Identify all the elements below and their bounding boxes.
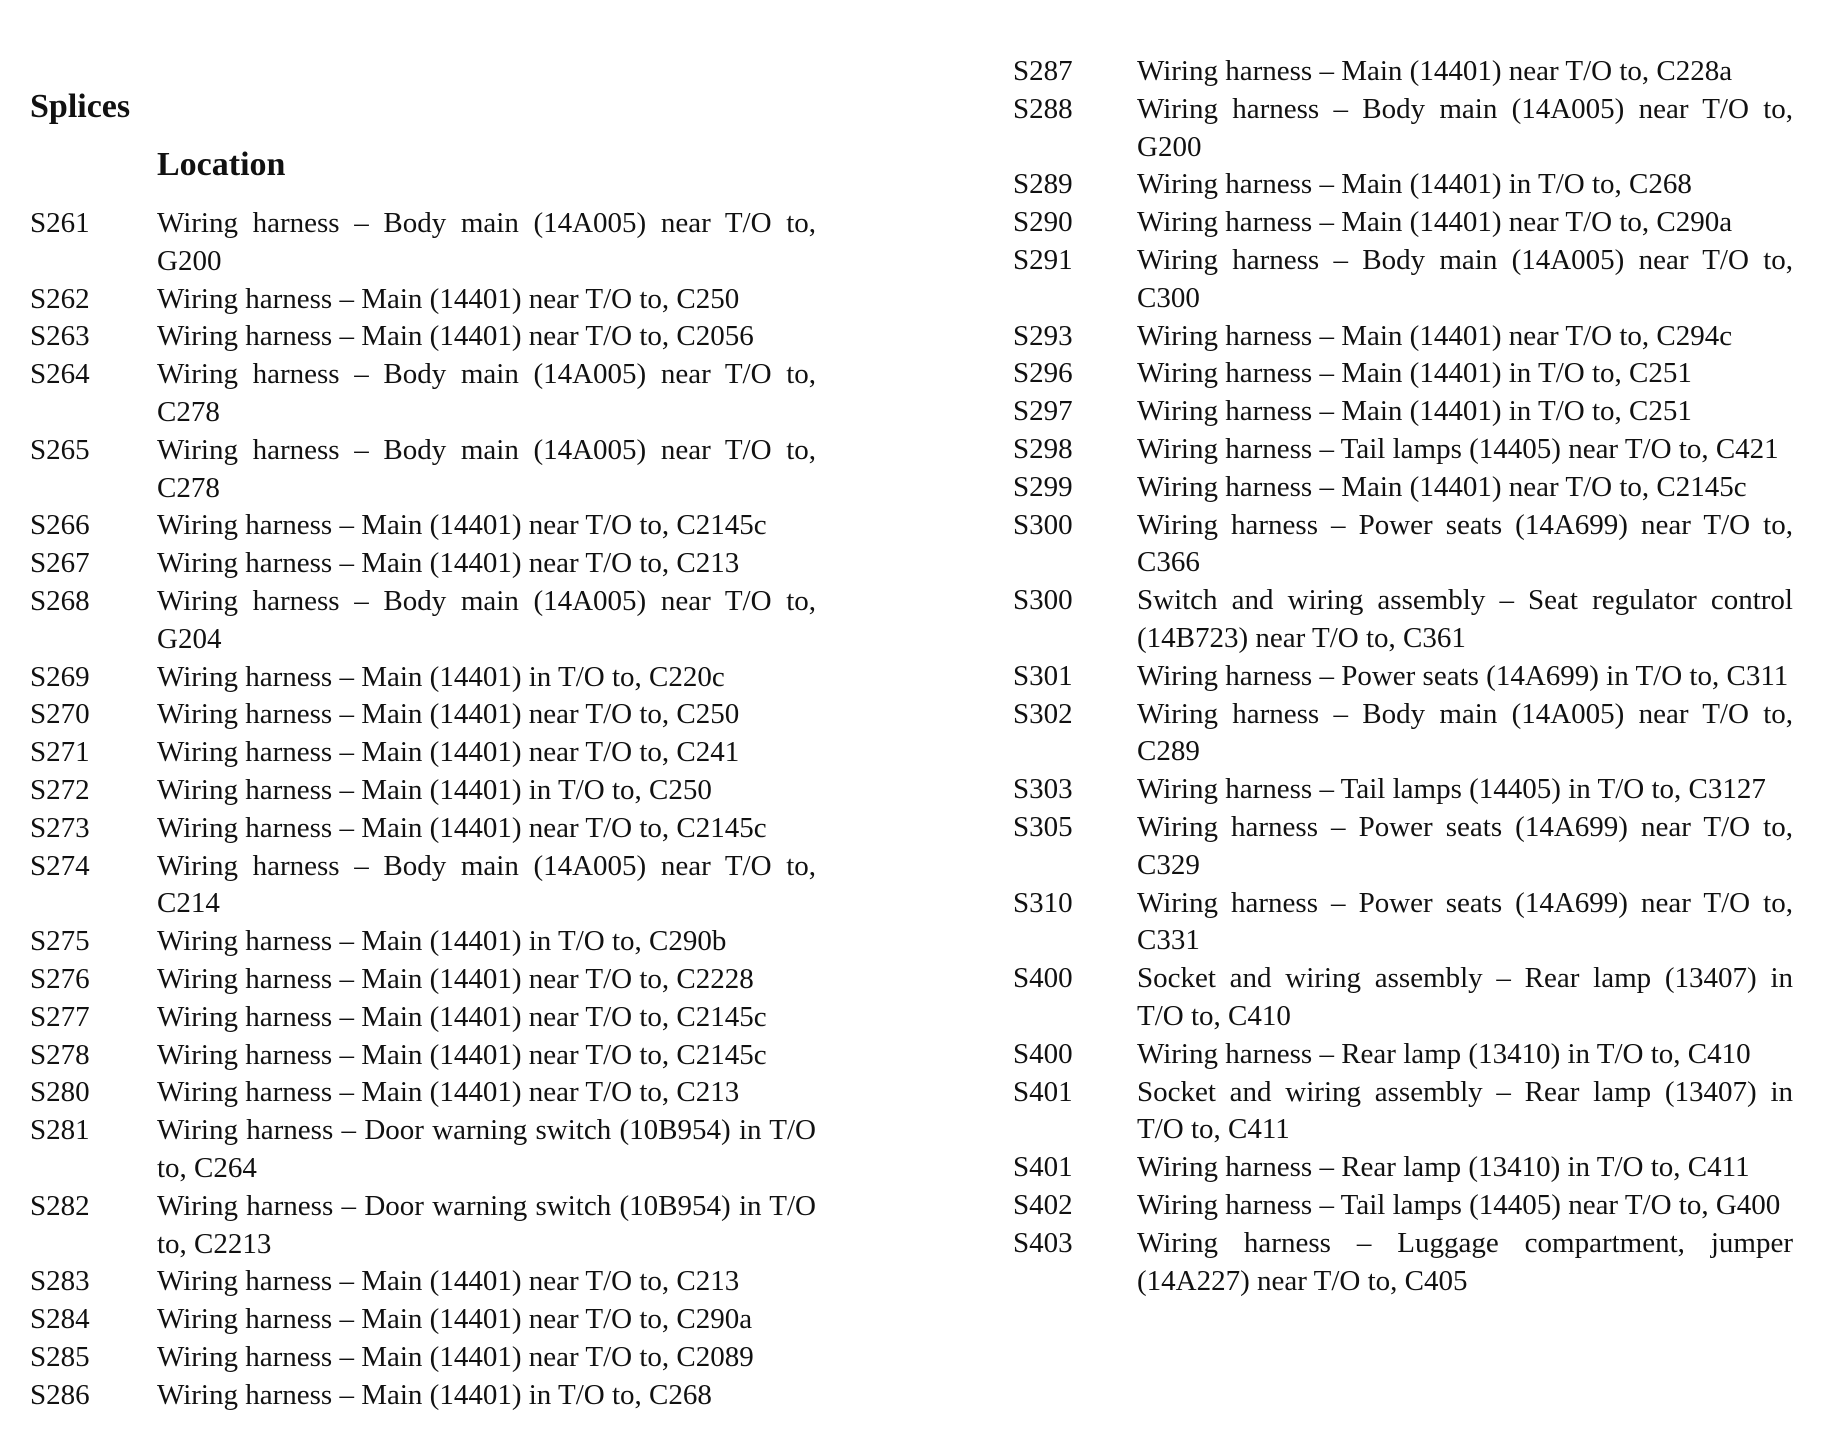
- splice-code: S284: [30, 1303, 90, 1336]
- splice-row: [1013, 1225, 1793, 1301]
- splice-location: Wiring harness – Door warning switch (10B954) in T/O to, C264: [157, 1114, 816, 1184]
- splice-code: S403: [1013, 1226, 1073, 1259]
- section-title: Splices: [30, 88, 131, 125]
- splice-location: Wiring harness – Main (14401) near T/O to, C213: [157, 1076, 740, 1109]
- splice-row: [1013, 204, 1793, 242]
- splice-location: Wiring harness – Body main (14A005) near T/O to, C278: [157, 358, 816, 428]
- splice-code: S266: [30, 509, 90, 542]
- splice-row: [1013, 582, 1793, 658]
- splice-location: Wiring harness – Body main (14A005) near T/O to, C278: [157, 433, 816, 504]
- splice-code: S289: [1013, 168, 1073, 201]
- splice-location: Wiring harness – Main (14401) in T/O to, C250: [157, 773, 712, 806]
- splice-list-left: [30, 205, 816, 1415]
- splice-code: S280: [30, 1076, 90, 1109]
- splice-location: Wiring harness – Main (14401) near T/O to, C2089: [157, 1340, 754, 1373]
- splice-code: S400: [1013, 962, 1073, 995]
- splice-code: S401: [1013, 1075, 1073, 1108]
- splice-code: S301: [1013, 659, 1073, 692]
- splice-code: S300: [1013, 584, 1073, 617]
- splice-code: S264: [30, 358, 90, 391]
- splice-location: Wiring harness – Luggage compartment, jumper (14A227) near T/O to, C405: [1137, 1226, 1793, 1297]
- splice-code: S281: [30, 1114, 90, 1147]
- splice-location: Wiring harness – Main (14401) near T/O to, C290a: [1137, 206, 1733, 239]
- splice-code: S272: [30, 773, 90, 806]
- splice-code: S283: [30, 1265, 90, 1298]
- splice-location: Wiring harness – Tail lamps (14405) near T/O to, G400: [1137, 1188, 1781, 1221]
- splice-code: S400: [1013, 1037, 1073, 1070]
- splice-code: S303: [1013, 773, 1073, 806]
- splice-location: Wiring harness – Main (14401) near T/O to, C290a: [157, 1303, 753, 1336]
- splice-row: [30, 1112, 816, 1188]
- splice-row: [30, 281, 816, 319]
- splice-code: S261: [30, 207, 90, 239]
- splice-location: Wiring harness – Tail lamps (14405) near T/O to, C421: [1137, 432, 1779, 465]
- splice-location: Wiring harness – Body main (14A005) near T/O to, G200: [1137, 92, 1793, 163]
- splice-location: Wiring harness – Main (14401) near T/O to, C213: [157, 1265, 740, 1298]
- splice-row: [1013, 469, 1793, 507]
- splice-location: Wiring harness – Main (14401) in T/O to, C251: [1137, 395, 1692, 428]
- splice-location: Wiring harness – Main (14401) in T/O to, C268: [157, 1378, 712, 1411]
- splice-location: Wiring harness – Main (14401) near T/O to, C2056: [157, 320, 754, 353]
- splice-code: S277: [30, 1000, 90, 1033]
- splice-row: [1013, 1036, 1793, 1074]
- splice-row: [1013, 1187, 1793, 1225]
- location-column-header: Location: [157, 146, 286, 183]
- splice-code: S276: [30, 962, 90, 995]
- splice-location: Wiring harness – Main (14401) near T/O to, C2145c: [157, 811, 767, 844]
- splice-code: S285: [30, 1340, 90, 1373]
- splice-code: S271: [30, 736, 90, 769]
- splice-code: S297: [1013, 395, 1073, 428]
- splice-code: S273: [30, 811, 90, 844]
- splice-code: S265: [30, 433, 90, 466]
- splice-code: S293: [1013, 319, 1073, 352]
- splice-location: Wiring harness – Main (14401) near T/O to, C250: [157, 282, 740, 315]
- splice-location: Wiring harness – Main (14401) near T/O to, C2145c: [1137, 470, 1747, 503]
- splice-code: S298: [1013, 432, 1073, 465]
- splice-location: Socket and wiring assembly – Rear lamp (13407) in T/O to, C411: [1137, 1075, 1793, 1146]
- splice-code: S302: [1013, 697, 1073, 730]
- splice-location: Wiring harness – Main (14401) in T/O to, C251: [1137, 357, 1692, 390]
- splice-row: [30, 507, 816, 545]
- splice-row: [30, 961, 816, 999]
- splice-row: [1013, 960, 1793, 1036]
- splice-code: S401: [1013, 1151, 1073, 1184]
- splice-code: S291: [1013, 243, 1073, 276]
- splice-code: S288: [1013, 92, 1073, 125]
- splice-code: S287: [1013, 55, 1073, 87]
- splice-row: [1013, 355, 1793, 393]
- splice-location: Wiring harness – Door warning switch (10B954) in T/O to, C2213: [157, 1189, 816, 1260]
- splice-location: Socket and wiring assembly – Rear lamp (13407) in T/O to, C410: [1137, 962, 1793, 1032]
- splice-location: Wiring harness – Rear lamp (13410) in T/O to, C410: [1137, 1037, 1751, 1070]
- splice-row: [1013, 242, 1793, 318]
- splice-location: Wiring harness – Power seats (14A699) in T/O to, C311: [1137, 659, 1789, 692]
- splice-code: S286: [30, 1378, 90, 1411]
- splice-location: Wiring harness – Body main (14A005) near T/O to, C289: [1137, 697, 1793, 768]
- splice-row: [30, 659, 816, 697]
- splice-location: Wiring harness – Body main (14A005) near T/O to, G200: [157, 207, 816, 277]
- splice-code: S310: [1013, 886, 1073, 919]
- splice-location: Wiring harness – Rear lamp (13410) in T/O to, C411: [1137, 1151, 1750, 1184]
- splice-code: S268: [30, 584, 90, 617]
- splice-location: Wiring harness – Tail lamps (14405) in T/O to, C3127: [1137, 773, 1766, 806]
- splice-row: [1013, 431, 1793, 469]
- splice-location: Wiring harness – Power seats (14A699) near T/O to, C329: [1137, 810, 1793, 881]
- splice-row: [30, 205, 816, 281]
- splice-location: Wiring harness – Main (14401) near T/O to, C213: [157, 547, 740, 580]
- splice-row: [30, 1037, 816, 1075]
- splice-row: [30, 696, 816, 734]
- splice-location: Wiring harness – Body main (14A005) near T/O to, G204: [157, 584, 816, 655]
- splice-code: S290: [1013, 206, 1073, 239]
- splice-code: S269: [30, 660, 90, 693]
- splice-row: [1013, 658, 1793, 696]
- splice-code: S267: [30, 547, 90, 580]
- splice-row: [1013, 1074, 1793, 1150]
- splice-row: [30, 356, 816, 432]
- splice-row: [30, 999, 816, 1037]
- splice-code: S275: [30, 925, 90, 958]
- splice-code: S299: [1013, 470, 1073, 503]
- splice-row: [30, 848, 816, 924]
- splice-list-right: [1013, 53, 1793, 1300]
- splice-code: S278: [30, 1038, 90, 1071]
- splice-row: [30, 583, 816, 659]
- splice-row: [1013, 318, 1793, 356]
- splice-row: [1013, 771, 1793, 809]
- splice-location: Wiring harness – Main (14401) near T/O to, C2228: [157, 962, 754, 995]
- splice-row: [30, 545, 816, 583]
- splice-row: [30, 1377, 816, 1415]
- splice-row: [1013, 885, 1793, 961]
- splice-code: S282: [30, 1189, 90, 1222]
- splice-code: S263: [30, 320, 90, 353]
- splice-row: [1013, 53, 1793, 91]
- splice-location: Wiring harness – Main (14401) near T/O to, C228a: [1137, 55, 1733, 87]
- splice-row: [30, 432, 816, 508]
- splice-row: [1013, 1149, 1793, 1187]
- splice-code: S402: [1013, 1188, 1073, 1221]
- splice-location: Wiring harness – Main (14401) in T/O to, C268: [1137, 168, 1692, 201]
- splice-row: [30, 734, 816, 772]
- splice-code: S296: [1013, 357, 1073, 390]
- splice-location: Wiring harness – Main (14401) near T/O to, C2145c: [157, 1000, 767, 1033]
- splice-code: S300: [1013, 508, 1073, 541]
- splice-row: [1013, 91, 1793, 167]
- splice-row: [30, 1074, 816, 1112]
- splice-location: Wiring harness – Main (14401) near T/O to, C294c: [1137, 319, 1733, 352]
- splice-location: Wiring harness – Power seats (14A699) near T/O to, C331: [1137, 886, 1793, 957]
- splice-row: [1013, 809, 1793, 885]
- splice-location: Wiring harness – Main (14401) near T/O to, C2145c: [157, 1038, 767, 1071]
- splice-location: Wiring harness – Main (14401) in T/O to, C290b: [157, 925, 727, 958]
- splice-location: Wiring harness – Main (14401) in T/O to, C220c: [157, 660, 725, 693]
- splice-row: [30, 923, 816, 961]
- splice-location: Wiring harness – Main (14401) near T/O to, C250: [157, 698, 740, 731]
- splice-row: [30, 1339, 816, 1377]
- splice-row: [30, 318, 816, 356]
- splice-row: [30, 1263, 816, 1301]
- splice-row: [30, 1301, 816, 1339]
- splice-row: [1013, 696, 1793, 772]
- splice-row: [1013, 393, 1793, 431]
- splice-location: Switch and wiring assembly – Seat regulator control (14B723) near T/O to, C361: [1137, 584, 1793, 654]
- splice-code: S305: [1013, 810, 1073, 843]
- splice-location: Wiring harness – Main (14401) near T/O to, C241: [157, 736, 740, 769]
- splice-location: Wiring harness – Body main (14A005) near T/O to, C214: [157, 849, 816, 920]
- splice-location: Wiring harness – Main (14401) near T/O to, C2145c: [157, 509, 767, 542]
- splice-row: [1013, 166, 1793, 204]
- splice-location: Wiring harness – Body main (14A005) near T/O to, C300: [1137, 243, 1793, 314]
- splice-code: S274: [30, 849, 90, 882]
- splice-location: Wiring harness – Power seats (14A699) near T/O to, C366: [1137, 508, 1793, 579]
- splice-row: [1013, 507, 1793, 583]
- splice-code: S262: [30, 282, 90, 315]
- splice-row: [30, 772, 816, 810]
- splice-row: [30, 1188, 816, 1264]
- splice-row: [30, 810, 816, 848]
- splice-code: S270: [30, 698, 90, 731]
